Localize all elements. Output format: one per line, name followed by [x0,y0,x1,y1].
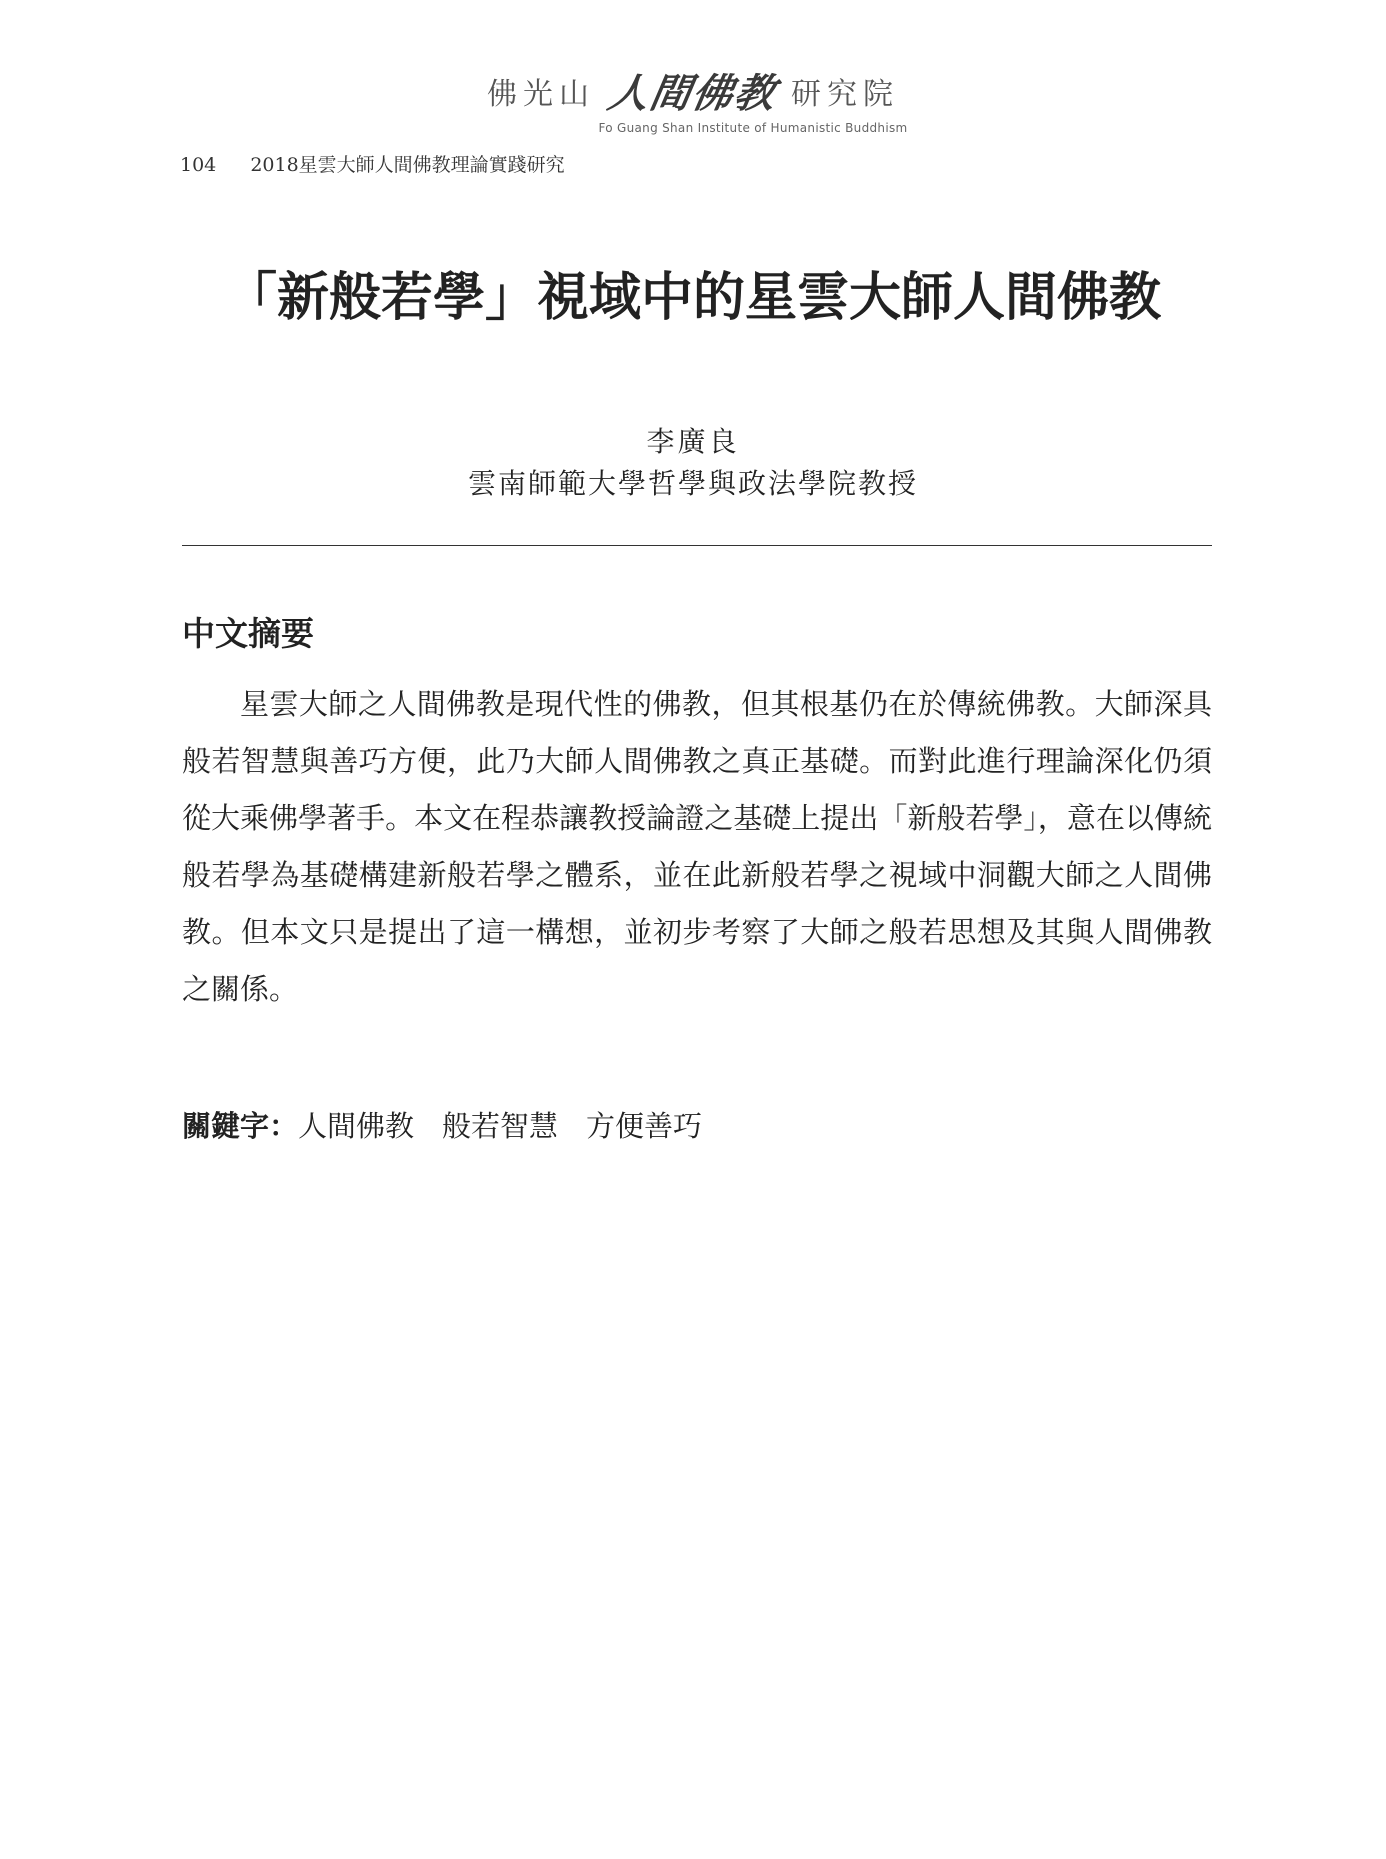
keyword-item: 人間佛教 [298,1109,415,1143]
journal-title: 2018星雲大師人間佛教理論實踐研究 [250,154,565,176]
logo-subtitle: Fo Guang Shan Institute of Humanistic Buddhism [598,121,908,135]
institute-logo [0,62,1386,135]
logo-suffix: 研究院 [791,76,899,112]
abstract-heading: 中文摘要 [182,614,314,653]
article-title: 「新般若學」視域中的星雲大師人間佛教 [224,267,1161,328]
running-head [180,150,565,177]
page-number: 104 [180,154,217,176]
keyword-item: 方便善巧 [586,1109,703,1143]
logo-prefix: 佛光山 [487,76,595,112]
author-name: 李廣良 [646,425,740,458]
logo-brush-text: 人間佛教 [604,70,781,117]
keywords-line [182,1104,730,1145]
keyword-item: 般若智慧 [442,1109,559,1143]
abstract-body: 星雲大師之人間佛教是現代性的佛教，但其根基仍在於傳統佛教。大師深具般若智慧與善巧方便，此乃大師人間佛教之真正基礎。而對此進行理論深化仍須從大乘佛學著手。本文在程恭讓教授論證之基礎上提出「新般若學」，意在以傳統般若學為基礎構建新般若學之體系，並在此新般若學之視域中洞觀大師之人間佛教。但本文只是提出了這一構想，並初步考察了大師之般若思想及其與人間佛教之關係。 [182,687,1212,1006]
author-affiliation: 雲南師範大學哲學與政法學院教授 [467,467,918,500]
divider-rule [182,545,1212,546]
keywords-label: 關鍵字： [182,1109,299,1143]
